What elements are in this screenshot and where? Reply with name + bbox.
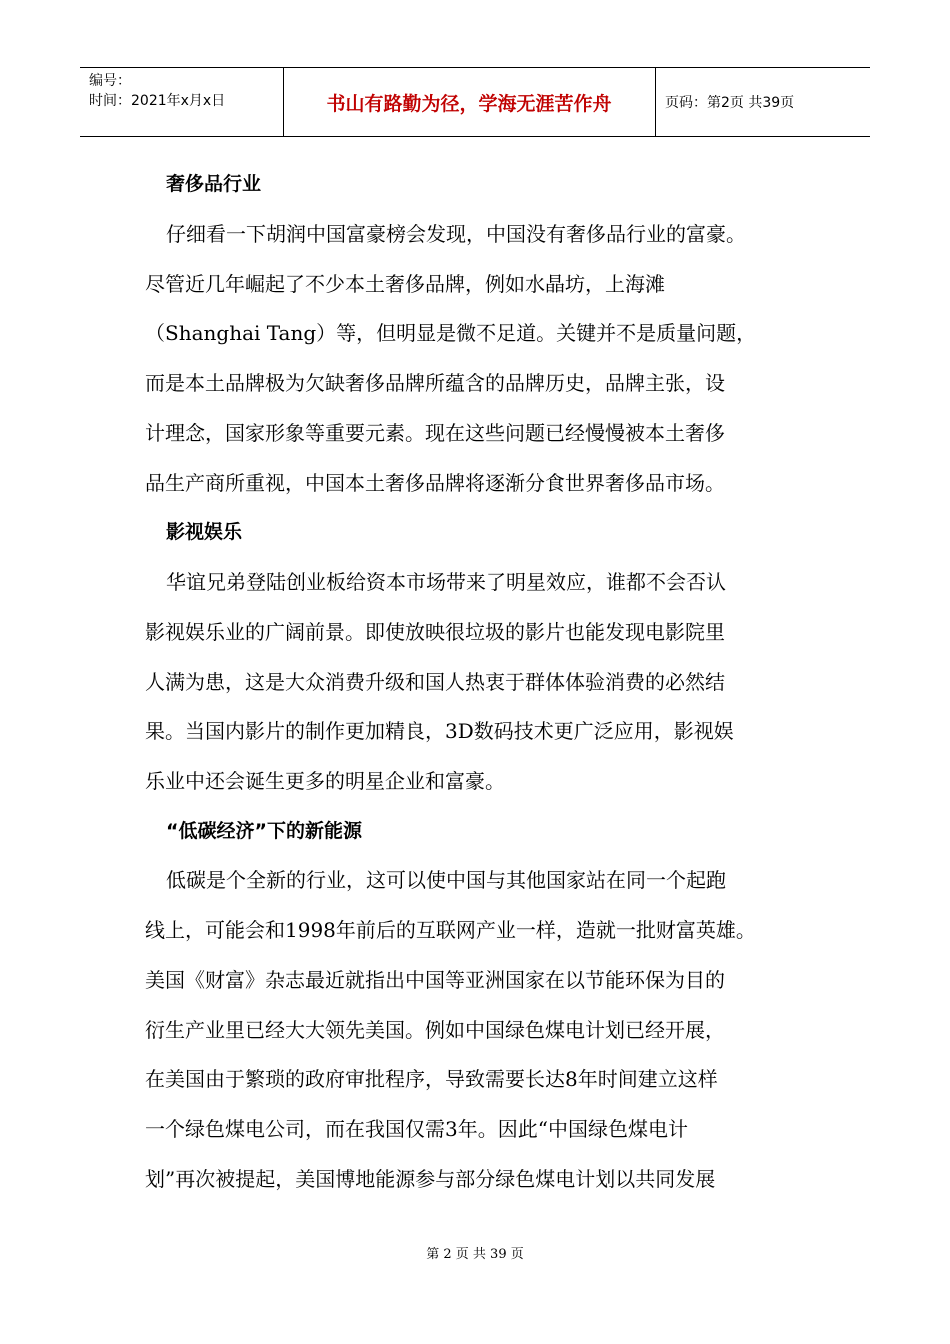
header-middle-cell (283, 68, 656, 136)
paragraph-line: 而是本土品牌极为欠缺奢侈品牌所蕴含的品牌历史，品牌主张，设 (145, 371, 725, 395)
time-label: 时间：2021年x月x日 (89, 93, 226, 109)
document-header (80, 67, 870, 137)
header-left-cell (80, 68, 284, 136)
paragraph-line: 品生产商所重视，中国本土奢侈品牌将逐渐分食世界奢侈品市场。 (145, 471, 725, 495)
section-heading: 影视娱乐 (166, 521, 243, 543)
paragraph-line: 仔细看一下胡润中国富豪榜会发现，中国没有奢侈品行业的富豪。 (166, 222, 746, 246)
section-heading: 奢侈品行业 (166, 173, 262, 195)
paragraph-line: 衍生产业里已经大大领先美国。例如中国绿色煤电计划已经开展， (145, 1018, 725, 1042)
paragraph-line: 计理念，国家形象等重要元素。现在这些问题已经慢慢被本土奢侈 (145, 421, 725, 445)
page-footer: 第 2 页 共 39 页 (426, 1247, 524, 1262)
paragraph-line: 低碳是个全新的行业，这可以使中国与其他国家站在同一个起跑 (166, 868, 726, 892)
paragraph-line: 华谊兄弟登陆创业板给资本市场带来了明星效应，谁都不会否认 (166, 570, 726, 594)
paragraph-line: 尽管近几年崛起了不少本土奢侈品牌，例如水晶坊，上海滩 (145, 272, 665, 296)
header-right-cell (656, 68, 870, 136)
paragraph-line: 在美国由于繁琐的政府审批程序，导致需要长达8年时间建立这样 (145, 1067, 718, 1091)
paragraph-line: 乐业中还会诞生更多的明星企业和富豪。 (145, 769, 505, 793)
paragraph-line: 划”再次被提起，美国博地能源参与部分绿色煤电计划以共同发展 (145, 1167, 716, 1191)
paragraph-line: 人满为患，这是大众消费升级和国人热衷于群体体验消费的必然结 (145, 670, 725, 694)
paragraph-line: 影视娱乐业的广阔前景。即使放映很垃圾的影片也能发现电影院里 (145, 620, 725, 644)
paragraph-line: 一个绿色煤电公司，而在我国仅需3年。因此“中国绿色煤电计 (145, 1117, 688, 1141)
paragraph-line: 美国《财富》杂志最近就指出中国等亚洲国家在以节能环保为目的 (145, 968, 725, 992)
paragraph-line: 果。当国内影片的制作更加精良，3D数码技术更广泛应用，影视娱 (145, 719, 734, 743)
paragraph-line: （Shanghai Tang）等，但明显是微不足道。关键并不是质量问题， (145, 321, 757, 345)
number-label: 编号： (89, 73, 131, 89)
section-heading: “低碳经济”下的新能源 (166, 820, 362, 842)
page-info: 页码：第2页 共39页 (665, 95, 795, 111)
paragraph-line: 线上，可能会和1998年前后的互联网产业一样，造就一批财富英雄。 (145, 918, 756, 942)
motto-text: 书山有路勤为径，学海无涯苦作舟 (326, 93, 612, 115)
